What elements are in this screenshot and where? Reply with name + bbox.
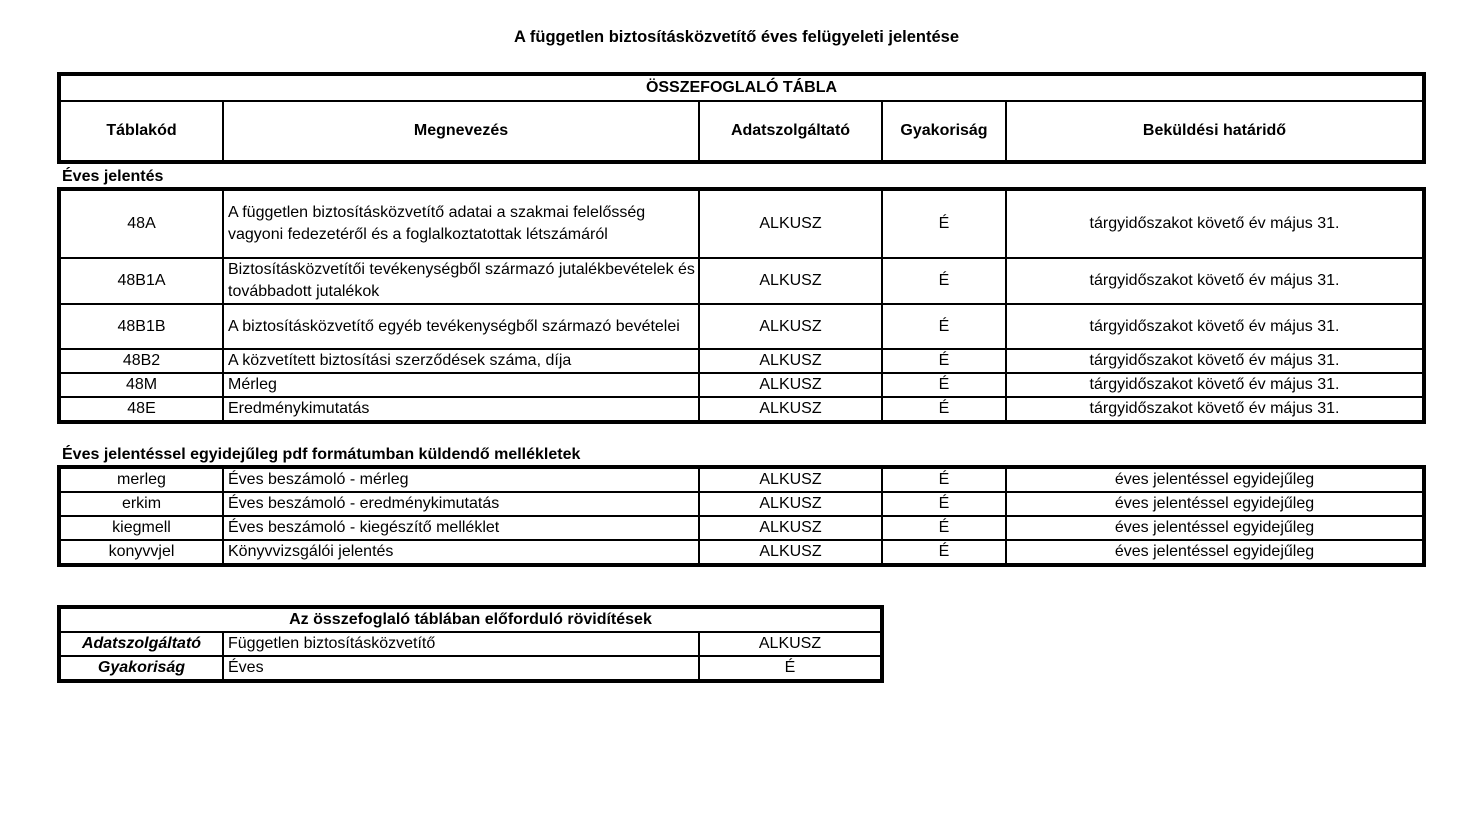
row-provider: ALKUSZ [699, 467, 882, 492]
row-provider: ALKUSZ [699, 258, 882, 304]
row-deadline: tárgyidőszakot követő év május 31. [1006, 373, 1424, 397]
annual-section-label: Éves jelentés [62, 168, 164, 185]
header-deadline: Beküldési határidő [1006, 101, 1424, 162]
summary-header-table [57, 72, 1426, 164]
row-frequency: É [882, 189, 1006, 258]
row-frequency: É [882, 304, 1006, 349]
row-name: A biztosításközvetítő egyéb tevékenységből származó bevételei [223, 304, 699, 349]
table-row [59, 397, 1424, 422]
attachments-section-label: Éves jelentéssel egyidejűleg pdf formátumban küldendő mellékletek [62, 446, 581, 463]
row-frequency: É [882, 467, 1006, 492]
header-code: Táblakód [59, 101, 223, 162]
table-row [59, 349, 1424, 373]
table-row [59, 467, 1424, 492]
table-row [59, 540, 1424, 565]
row-provider: ALKUSZ [699, 373, 882, 397]
header-frequency: Gyakoriság [882, 101, 1006, 162]
row-code: 48B1B [59, 304, 223, 349]
row-name: Éves beszámoló - eredménykimutatás [223, 492, 699, 516]
row-code: 48B1A [59, 258, 223, 304]
table-row [59, 189, 1424, 258]
row-frequency: É [882, 540, 1006, 565]
abbr-value: É [699, 656, 882, 681]
row-frequency: É [882, 373, 1006, 397]
row-deadline: tárgyidőszakot követő év május 31. [1006, 349, 1424, 373]
row-provider: ALKUSZ [699, 540, 882, 565]
row-code: 48A [59, 189, 223, 258]
row-deadline: éves jelentéssel egyidejűleg [1006, 492, 1424, 516]
row-name: Éves beszámoló - kiegészítő melléklet [223, 516, 699, 540]
abbreviations-table [57, 605, 884, 683]
row-deadline: tárgyidőszakot követő év május 31. [1006, 189, 1424, 258]
row-code: 48E [59, 397, 223, 422]
abbr-meaning: Éves [223, 656, 699, 681]
row-frequency: É [882, 397, 1006, 422]
row-name: Könyvvizsgálói jelentés [223, 540, 699, 565]
header-provider: Adatszolgáltató [699, 101, 882, 162]
row-code: 48B2 [59, 349, 223, 373]
abbreviations-title: Az összefoglaló táblában előforduló rövidítések [59, 607, 882, 632]
row-provider: ALKUSZ [699, 492, 882, 516]
table-row [59, 258, 1424, 304]
row-name: Mérleg [223, 373, 699, 397]
row-code: kiegmell [59, 516, 223, 540]
table-row [59, 516, 1424, 540]
table-row [59, 373, 1424, 397]
row-frequency: É [882, 258, 1006, 304]
row-deadline: éves jelentéssel egyidejűleg [1006, 516, 1424, 540]
row-provider: ALKUSZ [699, 189, 882, 258]
table-row [59, 492, 1424, 516]
abbr-meaning: Független biztosításközvetítő [223, 632, 699, 656]
row-provider: ALKUSZ [699, 304, 882, 349]
row-name: Éves beszámoló - mérleg [223, 467, 699, 492]
row-deadline: éves jelentéssel egyidejűleg [1006, 540, 1424, 565]
table-row [59, 304, 1424, 349]
row-frequency: É [882, 492, 1006, 516]
abbr-term: Adatszolgáltató [59, 632, 223, 656]
row-deadline: tárgyidőszakot követő év május 31. [1006, 397, 1424, 422]
row-code: merleg [59, 467, 223, 492]
row-deadline: tárgyidőszakot követő év május 31. [1006, 304, 1424, 349]
abbr-value: ALKUSZ [699, 632, 882, 656]
row-frequency: É [882, 516, 1006, 540]
attachments-table [57, 465, 1426, 567]
row-name: A független biztosításközvetítő adatai a szakmai felelősség vagyoni fedezetéről és a foglalkoztatottak létszámáról [223, 189, 699, 258]
row-frequency: É [882, 349, 1006, 373]
row-deadline: éves jelentéssel egyidejűleg [1006, 467, 1424, 492]
row-provider: ALKUSZ [699, 397, 882, 422]
row-provider: ALKUSZ [699, 349, 882, 373]
row-name: A közvetített biztosítási szerződések száma, díja [223, 349, 699, 373]
row-deadline: tárgyidőszakot követő év május 31. [1006, 258, 1424, 304]
row-provider: ALKUSZ [699, 516, 882, 540]
header-name: Megnevezés [223, 101, 699, 162]
annual-report-table [57, 187, 1426, 424]
abbr-term: Gyakoriság [59, 656, 223, 681]
table-row [59, 632, 882, 656]
table-row [59, 656, 882, 681]
row-name: Eredménykimutatás [223, 397, 699, 422]
row-name: Biztosításközvetítői tevékenységből származó jutalékbevételek és továbbadott jutalékok [223, 258, 699, 304]
summary-band-title: ÖSSZEFOGLALÓ TÁBLA [59, 74, 1424, 101]
row-code: konyvvjel [59, 540, 223, 565]
document-title: A független biztosításközvetítő éves felügyeleti jelentése [513, 28, 959, 46]
row-code: erkim [59, 492, 223, 516]
row-code: 48M [59, 373, 223, 397]
